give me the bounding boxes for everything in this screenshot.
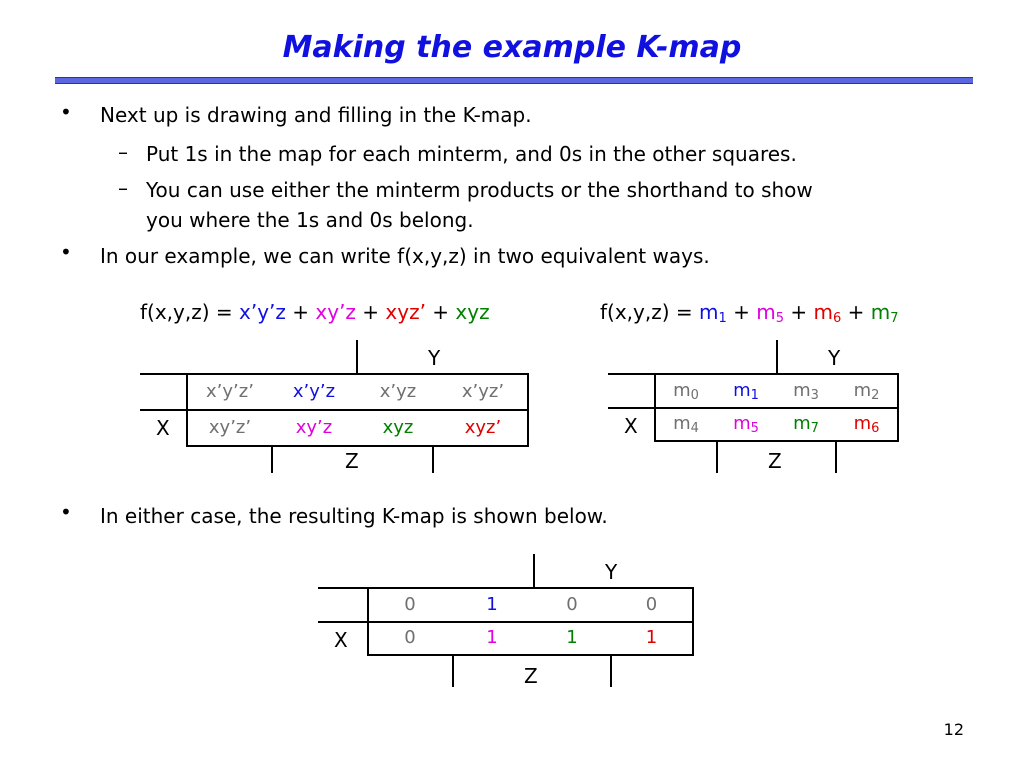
kmap-cell: x’yz	[379, 381, 417, 402]
dash-glyph: –	[118, 176, 128, 200]
kmap-cell: 0	[404, 594, 416, 615]
kmap-cell: x’yz’	[461, 381, 505, 402]
term-m1: $m_1$	[699, 300, 727, 326]
kmap-cell: 0	[404, 627, 416, 648]
sub-bullet-2-line1: You can use either the minterm products or the shorthand to show	[146, 178, 813, 202]
kmap-cell-m3: $m_3$	[793, 380, 819, 403]
kmap-cell-m6: $m_6$	[853, 413, 880, 436]
label-z: Z	[768, 449, 782, 473]
kmap-cell-m1: $m_1$	[733, 380, 759, 403]
kmap-cell-m0: $m_0$	[673, 380, 699, 403]
bullet-2-text: In our example, we can write f(x,y,z) in two equivalent ways.	[100, 244, 710, 268]
plus: +	[355, 300, 386, 324]
bullet-glyph: •	[60, 240, 72, 264]
term-xyz: xyz	[455, 300, 490, 324]
label-z: Z	[345, 449, 359, 473]
kmap-cell: xy’z’	[208, 417, 252, 438]
term-xy'z: xy’z	[315, 300, 356, 324]
kmap-cell: 1	[645, 627, 658, 648]
term-x'y'z: x’y’z	[239, 300, 286, 324]
label-x: X	[334, 628, 348, 652]
page-number: 12	[943, 720, 964, 739]
kmap-cell: x’y’z	[292, 381, 336, 402]
sub-bullet-2-line2: you where the 1s and 0s belong.	[146, 208, 474, 232]
kmap-cell: 1	[566, 627, 578, 648]
bullet-glyph: •	[60, 500, 72, 524]
title-rule	[55, 77, 973, 84]
kmap-cell: 1	[486, 627, 498, 648]
term-xyz': xyz’	[385, 300, 426, 324]
term-m6: $m_6$	[813, 300, 842, 326]
plus: +	[726, 300, 757, 324]
expr-prefix: f(x,y,z) =	[600, 300, 700, 324]
label-z: Z	[524, 664, 538, 688]
kmap-cell-m4: $m_4$	[673, 413, 699, 436]
plus: +	[425, 300, 456, 324]
kmap-cell: xy’z	[295, 417, 333, 438]
term-m5: $m_5$	[756, 300, 785, 326]
label-x: X	[624, 414, 638, 438]
kmap-cell: xyz’	[464, 417, 502, 438]
kmap-cell: 1	[486, 594, 498, 615]
bullet-1-text: Next up is drawing and filling in the K-map.	[100, 103, 532, 127]
expression-minterm-products	[140, 300, 490, 324]
kmap-cell-m2: $m_2$	[853, 380, 880, 403]
bullet-3-text: In either case, the resulting K-map is shown below.	[100, 504, 608, 528]
sub-bullet-1-text: Put 1s in the map for each minterm, and 0s in the other squares.	[146, 142, 797, 166]
kmap-cell: 0	[566, 594, 578, 615]
kmap-cell: x’y’z’	[206, 381, 254, 402]
label-y: Y	[428, 346, 441, 370]
label-y: Y	[828, 346, 841, 370]
plus: +	[285, 300, 316, 324]
slide-title: Making the example K-map	[282, 30, 742, 65]
expression-minterm-shorthand	[600, 300, 899, 326]
label-y: Y	[605, 560, 618, 584]
kmap-cell-m7: $m_7$	[793, 413, 819, 436]
plus: +	[784, 300, 814, 324]
dash-glyph: –	[118, 140, 128, 164]
plus: +	[841, 300, 871, 324]
label-x: X	[156, 416, 170, 440]
bullet-glyph: •	[60, 100, 72, 124]
term-m7: $m_7$	[870, 300, 899, 326]
expr-prefix: f(x,y,z) =	[140, 300, 240, 324]
kmap-cell-m5: $m_5$	[733, 413, 759, 436]
kmap-cell: 0	[645, 594, 658, 615]
kmap-cell: xyz	[382, 417, 414, 438]
